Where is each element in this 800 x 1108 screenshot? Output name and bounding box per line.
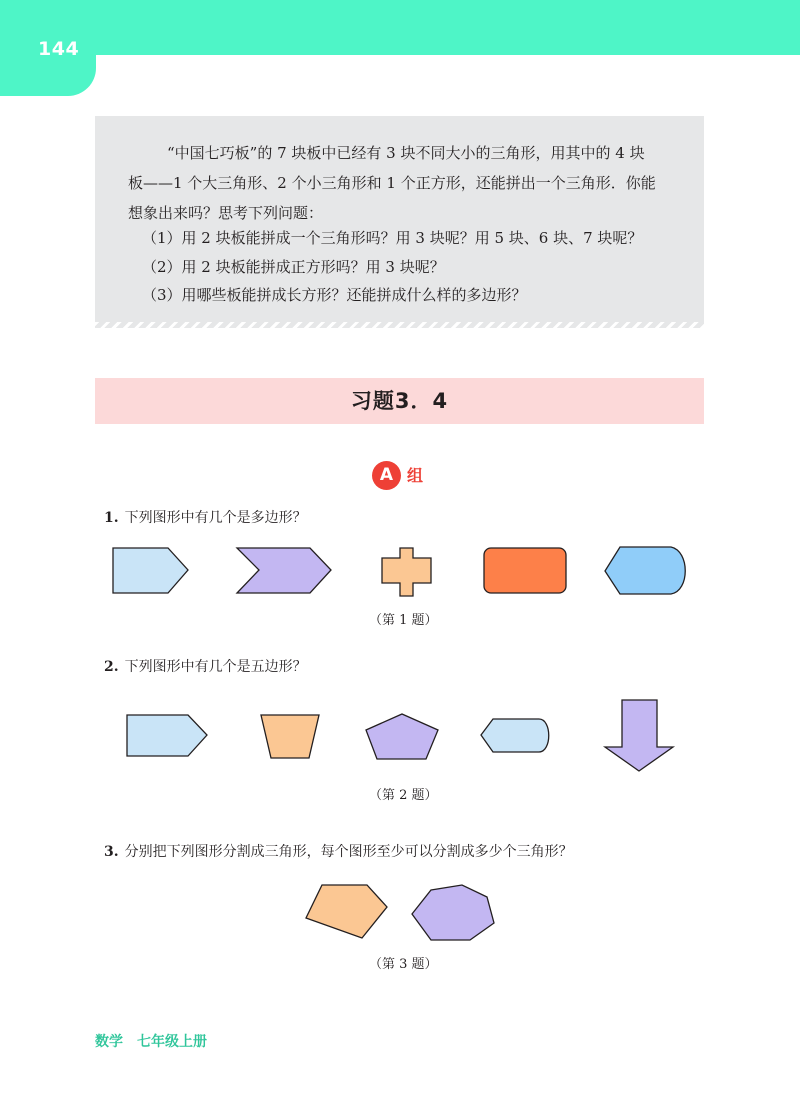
thinking-box [95,116,704,328]
thinking-line: 板——1 个大三角形、2 个小三角形和 1 个正方形，还能拼出一个三角形．你能 [128,174,656,192]
down-arrow-shape [605,700,673,771]
pentagon-arrow-shape [127,715,207,756]
question-1 [104,507,307,527]
chevron-shape [237,548,331,593]
thinking-question-3: （3）用哪些板能拼成长方形？还能拼成什么样的多边形？ [142,286,527,304]
heptagon-shape [412,885,494,940]
question-number: 1. [104,510,119,526]
cross-shape [382,548,431,596]
thinking-question-2: （2）用 2 块板能拼成正方形吗？用 3 块呢？ [142,258,445,276]
question-1-caption: （第 1 题） [369,613,438,628]
question-text: 下列图形中有几个是多边形？ [124,510,307,526]
question-3-caption: （第 3 题） [369,957,438,972]
exercise-header [95,378,704,424]
footer-subject: 数学 [95,1034,123,1050]
thinking-line: “中国七巧板”的 7 块板中已经有 3 块不同大小的三角形，用其中的 4 块 [167,144,645,162]
question-number: 3. [104,844,119,860]
question-text: 分别把下列图形分割成三角形，每个图形至少可以分割成多少个三角形？ [124,844,573,860]
trapezoid-shape [261,715,319,758]
thinking-box-stripe [95,322,704,328]
footer-grade: 七年级上册 [137,1034,207,1050]
pentagon-arrow-shape [113,548,188,593]
question-2-caption: （第 2 题） [369,788,438,803]
question-text: 下列图形中有几个是五边形？ [124,659,307,675]
group-label: 组 [407,466,424,485]
question-2-figures [0,698,800,778]
thinking-question-1: （1）用 2 块板能拼成一个三角形吗？用 3 块呢？用 5 块、6 块、7 块呢？ [142,229,643,247]
question-2 [104,656,307,676]
question-number: 2. [104,659,119,675]
exercise-title: 习题3．4 [350,389,449,413]
question-3-figures [0,880,800,945]
curved-hexagon-shape [605,547,685,594]
question-1-figures [0,540,800,605]
rounded-rectangle-shape [484,548,566,593]
footer [95,1031,207,1051]
question-3 [104,841,573,861]
page-number-tab [0,0,96,96]
rounded-pentagon-shape [481,719,549,752]
thinking-line: 想象出来吗？思考下列问题： [128,204,324,222]
regular-pentagon-shape [366,714,438,759]
irregular-pentagon-shape [306,885,387,938]
group-badge: A [372,461,401,490]
header-band [0,0,800,55]
page-number: 144 [38,38,80,60]
